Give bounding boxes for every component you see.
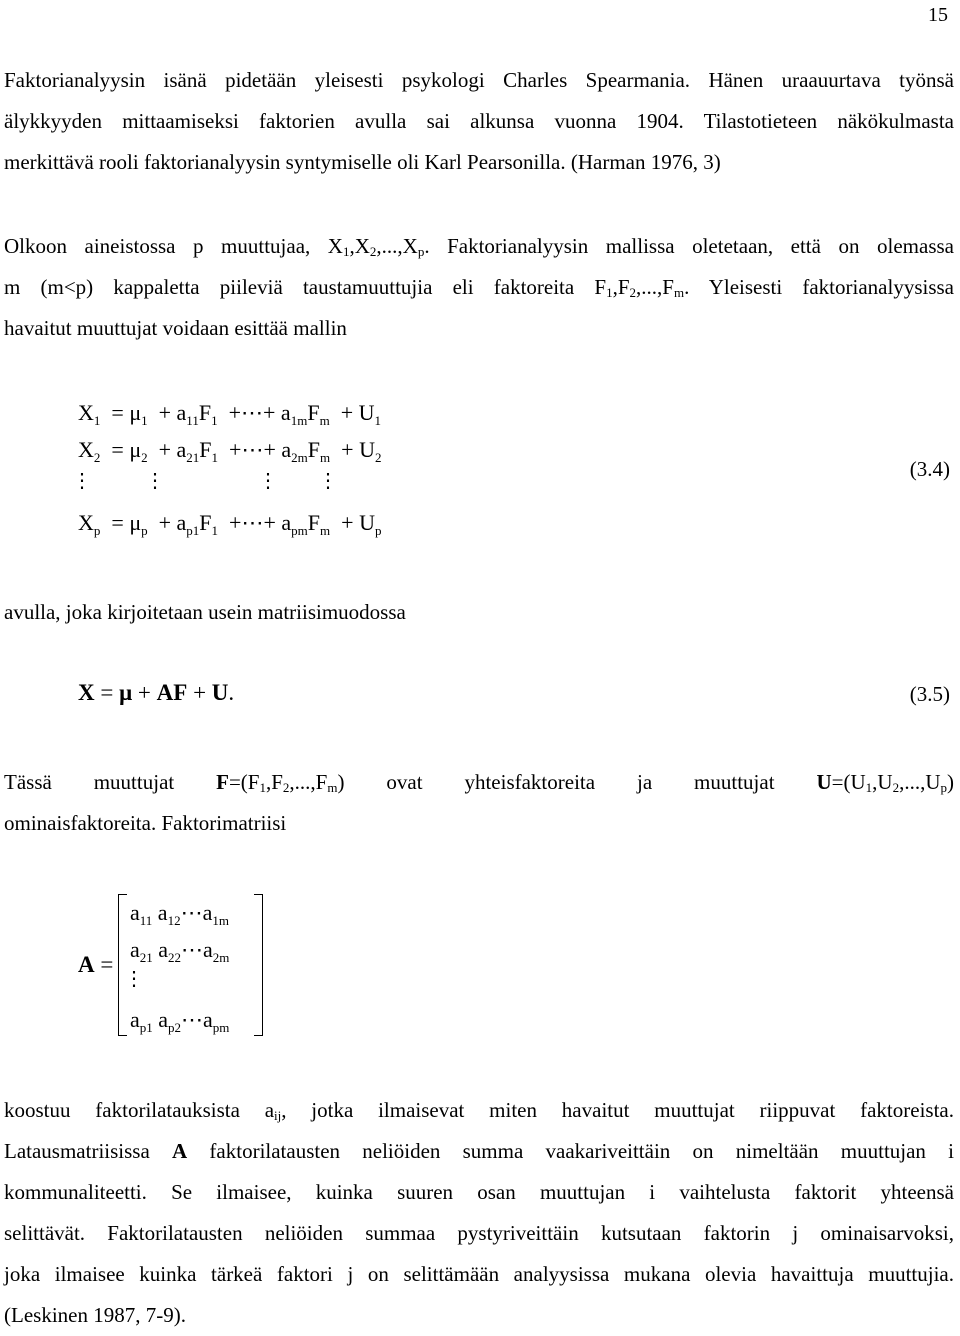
paragraph-line: (Leskinen 1987, 7-9). [4,1303,186,1327]
paragraph-line: Tässä muuttujat $F=(F_1,F_2,...,F_m)$ ovat yhteisfaktoreita ja muuttujat $U=(U_1,U_2,...,U_p)$ [4,770,954,795]
vertical-ellipsis: ⋮ [124,968,144,990]
equation-row-2: $X_2 = \mu_2 + a_{21}F_1$ +⋯+ $a_{2m}F_m + U_2$ [78,437,382,465]
text: X [402,234,418,258]
text: ,..., [636,275,663,299]
text: . Yleisesti faktorianalyysissa [684,275,954,299]
matrix-row-2: $a_{21}$ $a_{22}\cdots a_{2m}$ [130,937,230,965]
paragraph-line: Faktorianalyysin isänä pidetään yleisesti psykologi Charles Spearmania. Hänen uraauurtava työnsä [4,68,954,92]
text: F [662,275,674,299]
text: , [612,275,618,299]
subscript: m [673,285,685,300]
equation-row-1: $X_1 = \mu_1 + a_{11}F_1$ +⋯+ $a_{1m}F_m + U_1$ [78,400,381,428]
text: . Faktorianalyysin mallissa oletetaan, että on olemassa [424,234,954,258]
paragraph-line: avulla, joka kirjoitetaan usein matriisimuodossa [4,600,406,624]
vertical-ellipsis: ⋮ [72,470,92,492]
text: Olkoon aineistossa p muuttujaa, X [4,234,343,258]
equation-row-p: $X_p = \mu_p + a_{p1}F_1$ +⋯+ $a_{pm}F_m + U_p$ [78,510,382,538]
equation-3-5: X = μ + AF + U. [78,680,235,705]
paragraph-line: älykkyyden mittaamiseksi faktorien avulla sai alkunsa vuonna 1904. Tilastotieteen näkökulmasta [4,109,954,133]
text: ,..., [376,234,403,258]
text: X [354,234,370,258]
paragraph-line: kommunaliteetti. Se ilmaisee, kuinka suuren osan muuttujan i vaihtelusta faktorit yhteensä [4,1180,954,1204]
paragraph-line: merkittävä rooli faktorianalyysin syntymiselle oli Karl Pearsonilla. (Harman 1976, 3) [4,150,721,174]
matrix-left-bracket [118,894,127,1036]
paragraph-line: Latausmatriisissa A faktorilatausten neliöiden summa vaakariveittäin on nimeltään muuttujan i [4,1139,954,1163]
paragraph-line: joka ilmaisee kuinka tärkeä faktori j on selittämään analyysissa mukana olevia havaittuja muuttujia. [4,1262,954,1286]
vertical-ellipsis: ⋮ [145,470,165,492]
paragraph-line [4,267,954,308]
paragraph-line: havaitut muuttujat voidaan esittää mallin [4,316,347,340]
text: , [349,234,355,258]
subscript: 1 [606,285,613,300]
vertical-ellipsis: ⋮ [318,470,338,492]
text: F [617,275,630,299]
equation-number: (3.4) [909,457,950,481]
subscript: 2 [629,285,636,300]
page-number: 15 [928,4,948,26]
subscript: 2 [369,244,377,259]
paragraph-line [4,226,954,267]
matrix-row-p: $a_{p1}$ $a_{p2}\cdots a_{pm}$ [130,1007,230,1035]
subscript: 1 [342,244,350,259]
subscript: p [417,244,425,259]
matrix-row-1: $a_{11}$ $a_{12}\cdots a_{1m}$ [130,900,229,928]
paragraph-line: koostuu faktorilatauksista $a_{ij}$, jotka ilmaisevat miten havaitut muuttujat riippuvat faktoreista. [4,1098,954,1123]
text: m (m<p) kappaletta piileviä taustamuuttujia eli faktoreita F [4,275,607,299]
matrix-right-bracket [254,894,263,1036]
paragraph-line: selittävät. Faktorilatausten neliöiden summaa pystyriveittäin kutsutaan faktorin j ominaisarvoksi, [4,1221,954,1245]
vertical-ellipsis: ⋮ [258,470,278,492]
equation-number: (3.5) [909,682,950,706]
paragraph-line: ominaisfaktoreita. Faktorimatriisi [4,811,287,835]
matrix-label: A = [78,952,114,977]
